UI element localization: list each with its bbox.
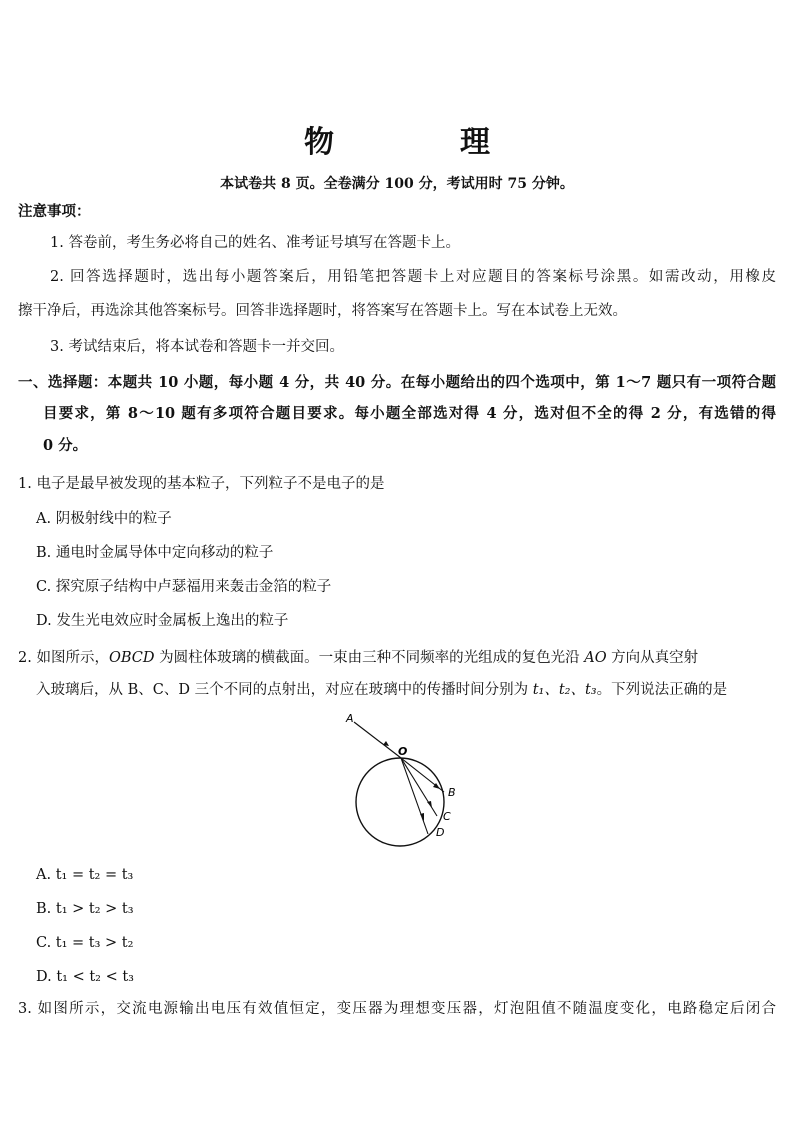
section-1-heading-end: 0 分。: [43, 437, 88, 454]
q2-time-vars: t₁、t₂、t₃: [532, 682, 597, 698]
q2-obcd: OBCD: [108, 650, 155, 666]
question-2-option-d: D. t₁ < t₂ < t₃: [36, 969, 134, 985]
q2-ao: AO: [584, 650, 607, 666]
page-title: 物 理: [304, 125, 538, 160]
question-1-option-a: A. 阴极射线中的粒子: [36, 511, 172, 527]
label-b: B: [448, 786, 456, 799]
question-2-option-a: A. t₁ = t₂ = t₃: [36, 867, 134, 883]
ray-to-d-arrow: [420, 813, 424, 821]
q2-text: 方向从真空射: [606, 650, 699, 666]
question-1-option-c: C. 探究原子结构中卢瑟福用来轰击金箔的粒子: [36, 579, 332, 595]
q2-text: 2. 如图所示，: [18, 650, 109, 666]
notice-item-1: 1. 答卷前，考生务必将自己的姓名、准考证号填写在答题卡上。: [50, 235, 460, 251]
section-1-heading: 一、选择题：本题共 10 小题，每小题 4 分，共 40 分。在每小题给出的四个选项中，第 1～7 题只有一项符合题: [18, 374, 776, 391]
question-1-option-b: B. 通电时金属导体中定向移动的粒子: [36, 545, 274, 561]
question-3-stem: 3. 如图所示，交流电源输出电压有效值恒定，变压器为理想变压器，灯泡阻值不随温度变化，电路稳定后闭合: [18, 1001, 776, 1017]
question-2-option-c: C. t₁ = t₃ > t₂: [36, 935, 134, 951]
section-1-heading-cont: 目要求，第 8～10 题有多项符合题目要求。每小题全部选对得 4 分，选对但不全的得 2 分，有选错的得: [43, 405, 776, 422]
label-c: C: [443, 810, 451, 823]
incident-ray: [354, 722, 401, 758]
q2-text: 入玻璃后，从 B、C、D 三个不同的点射出，对应在玻璃中的传播时间分别为: [36, 682, 533, 698]
question-2-option-b: B. t₁ > t₂ > t₃: [36, 901, 134, 917]
notice-heading: 注意事项：: [18, 203, 91, 220]
question-2-stem-line-1: [18, 649, 698, 667]
label-a: A: [346, 712, 354, 725]
q2-text: 为圆柱体玻璃的横截面。一束由三种不同频率的光组成的复色光沿: [154, 650, 585, 666]
question-1-option-d: D. 发生光电效应时金属板上逸出的粒子: [36, 613, 289, 629]
notice-item-3: 3. 考试结束后，将本试卷和答题卡一并交回。: [50, 339, 344, 355]
notice-item-2: 2. 回答选择题时，选出每小题答案后，用铅笔把答题卡上对应题目的答案标号涂黑。如需改动，用橡皮: [50, 269, 776, 285]
question-2-figure: [340, 710, 480, 860]
label-d: D: [436, 826, 445, 839]
ray-to-c-arrow: [427, 801, 432, 808]
exam-info: 本试卷共 8 页。全卷满分 100 分，考试用时 75 分钟。: [220, 176, 574, 192]
label-o: O: [398, 745, 408, 758]
question-2-stem-line-2: [36, 681, 727, 699]
q2-text: 。下列说法正确的是: [596, 682, 728, 698]
question-1-stem: 1. 电子是最早被发现的基本粒子，下列粒子不是电子的是: [18, 476, 385, 492]
notice-item-2-cont: 擦干净后，再选涂其他答案标号。回答非选择题时，将答案写在答题卡上。写在本试卷上无效。: [18, 303, 627, 319]
